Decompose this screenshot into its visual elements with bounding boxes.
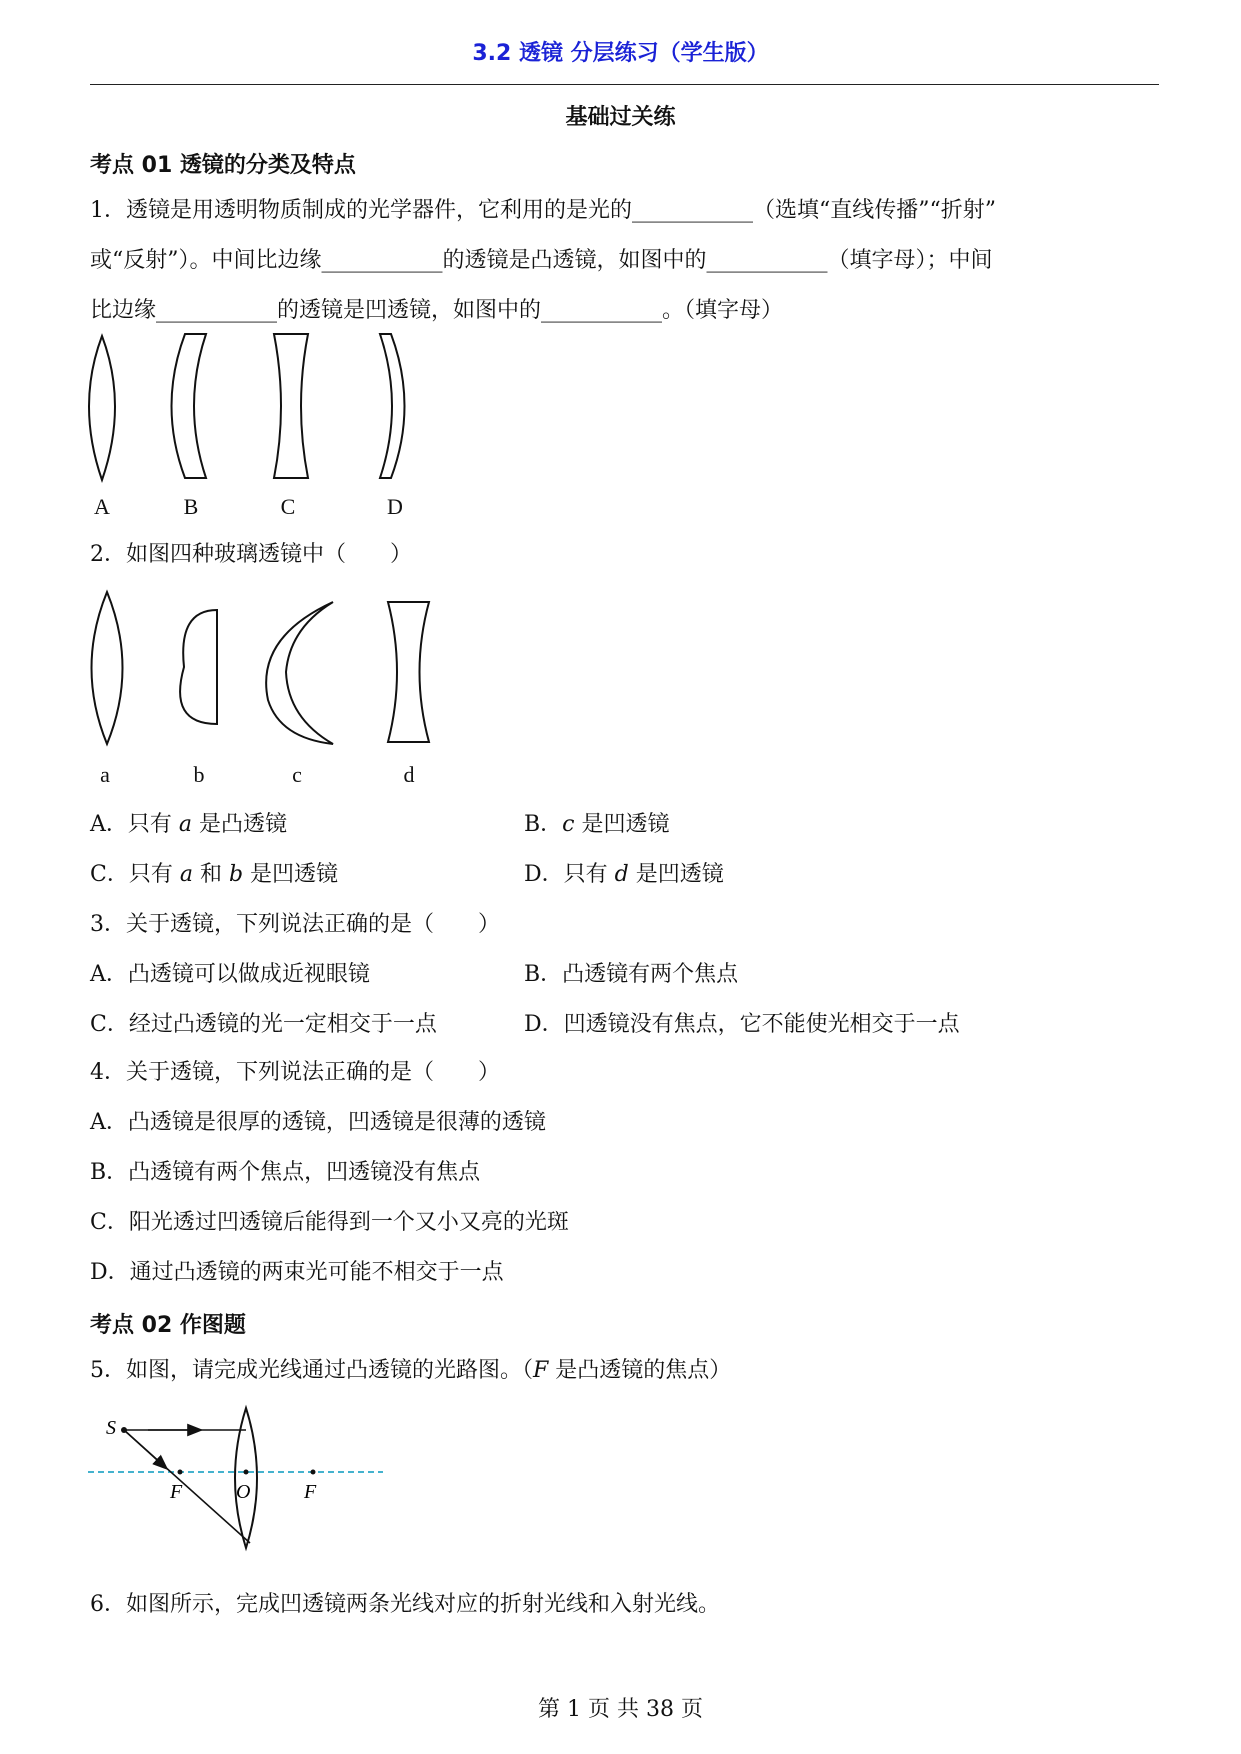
- q2-stem: 2．如图四种玻璃透镜中（ ）: [90, 542, 412, 567]
- focus-right-point: [311, 1470, 316, 1475]
- document-title: 3.2 透镜 分层练习（学生版）: [472, 41, 769, 66]
- focus-right-label: F: [304, 1481, 317, 1503]
- lens-a-biconvex: [92, 592, 123, 744]
- q2-label-b: b: [193, 762, 205, 787]
- q5-stem: [90, 1356, 731, 1386]
- q4-option-b[interactable]: B．凸透镜有两个焦点，凹透镜没有焦点: [90, 1160, 481, 1185]
- ray-through-focus-arrow: [124, 1430, 166, 1468]
- q2-option-d-var: d: [614, 862, 629, 887]
- q6-stem: 6．如图所示，完成凹透镜两条光线对应的折射光线和入射光线。: [90, 1592, 720, 1617]
- q5-stem-prefix: 5．如图，请完成光线通过凸透镜的光路图。（: [90, 1358, 533, 1383]
- q3-option-d[interactable]: D．凹透镜没有焦点，它不能使光相交于一点: [524, 1012, 960, 1037]
- lens-d-meniscus: [380, 334, 405, 478]
- q1-label-d: D: [387, 494, 403, 519]
- q4-option-c[interactable]: C．阳光透过凹透镜后能得到一个又小又亮的光斑: [90, 1210, 569, 1235]
- q1-label-c: C: [280, 494, 296, 519]
- lens-c-meniscus: [266, 602, 333, 744]
- q2-lens-figure: [80, 588, 460, 758]
- q5-stem-var: F: [533, 1358, 549, 1383]
- q1-line-3: 比边缘___________的透镜是凹透镜，如图中的___________。（填字母）: [90, 298, 784, 323]
- source-label: S: [106, 1417, 116, 1439]
- q5-stem-suffix: 是凸透镜的焦点）: [548, 1358, 732, 1383]
- source-point: [121, 1427, 127, 1433]
- q2-label-d: d: [403, 762, 415, 787]
- q2-option-c-mid: 和: [192, 862, 229, 887]
- q2-option-a-prefix: A．只有: [90, 812, 179, 837]
- q2-option-b-prefix: B．: [524, 812, 563, 837]
- q2-option-c[interactable]: [90, 860, 338, 890]
- q1-line-2: 或“反射”）。中间比边缘___________的透镜是凸透镜，如图中的___________（填字母）；中间: [90, 248, 993, 273]
- q2-option-c-var1: a: [179, 862, 193, 887]
- topic-2-title: 考点 02 作图题: [90, 1313, 246, 1338]
- q3-option-c[interactable]: C．经过凸透镜的光一定相交于一点: [90, 1012, 437, 1037]
- q4-option-a[interactable]: A．凸透镜是很厚的透镜，凹透镜是很薄的透镜: [90, 1110, 546, 1135]
- page-footer: 第 1 页 共 38 页: [538, 1697, 703, 1722]
- q2-option-d-suffix: 是凹透镜: [628, 862, 724, 887]
- lens-c-biconcave: [274, 334, 308, 478]
- lens-b-plano-convex: [180, 610, 217, 724]
- q2-option-b-var: c: [562, 812, 575, 837]
- lens-b-meniscus: [172, 334, 207, 478]
- q1-label-b: B: [183, 494, 199, 519]
- q2-option-c-var2: b: [228, 862, 244, 887]
- q3-stem: 3．关于透镜，下列说法正确的是（ ）: [90, 912, 500, 937]
- q1-label-a: A: [94, 494, 110, 519]
- q5-ray-diagram: [88, 1398, 398, 1558]
- q4-stem: 4．关于透镜，下列说法正确的是（ ）: [90, 1060, 500, 1085]
- center-point: [244, 1470, 249, 1475]
- q2-label-c: c: [292, 762, 302, 787]
- q2-option-c-prefix: C．只有: [90, 862, 180, 887]
- q2-option-a-suffix: 是凸透镜: [192, 812, 288, 837]
- q4-option-d[interactable]: D．通过凸透镜的两束光可能不相交于一点: [90, 1260, 504, 1285]
- section-title: 基础过关练: [565, 105, 676, 130]
- q2-option-a[interactable]: [90, 810, 287, 840]
- q2-option-d-prefix: D．只有: [524, 862, 615, 887]
- q3-option-b[interactable]: B．凸透镜有两个焦点: [524, 962, 739, 987]
- q2-option-c-suffix: 是凹透镜: [243, 862, 339, 887]
- q2-option-d[interactable]: [524, 860, 724, 890]
- q2-label-a: a: [100, 762, 110, 787]
- q1-line-1: 1．透镜是用透明物质制成的光学器件，它利用的是光的___________（选填“直线传播”“折射”: [90, 198, 996, 223]
- convex-lens: [235, 1408, 257, 1548]
- focus-left-point: [178, 1470, 183, 1475]
- q3-option-a[interactable]: A．凸透镜可以做成近视眼镜: [90, 962, 370, 987]
- lens-d-biconcave: [388, 602, 429, 742]
- q2-option-b[interactable]: [524, 810, 670, 840]
- center-label: O: [236, 1481, 251, 1503]
- q2-option-b-suffix: 是凹透镜: [574, 812, 670, 837]
- header-rule: [90, 84, 1159, 85]
- q2-option-a-var: a: [178, 812, 193, 837]
- focus-left-label: F: [170, 1481, 183, 1503]
- lens-a-biconvex: [89, 336, 115, 480]
- q1-lens-figure: [80, 330, 440, 490]
- topic-1-title: 考点 01 透镜的分类及特点: [90, 153, 356, 178]
